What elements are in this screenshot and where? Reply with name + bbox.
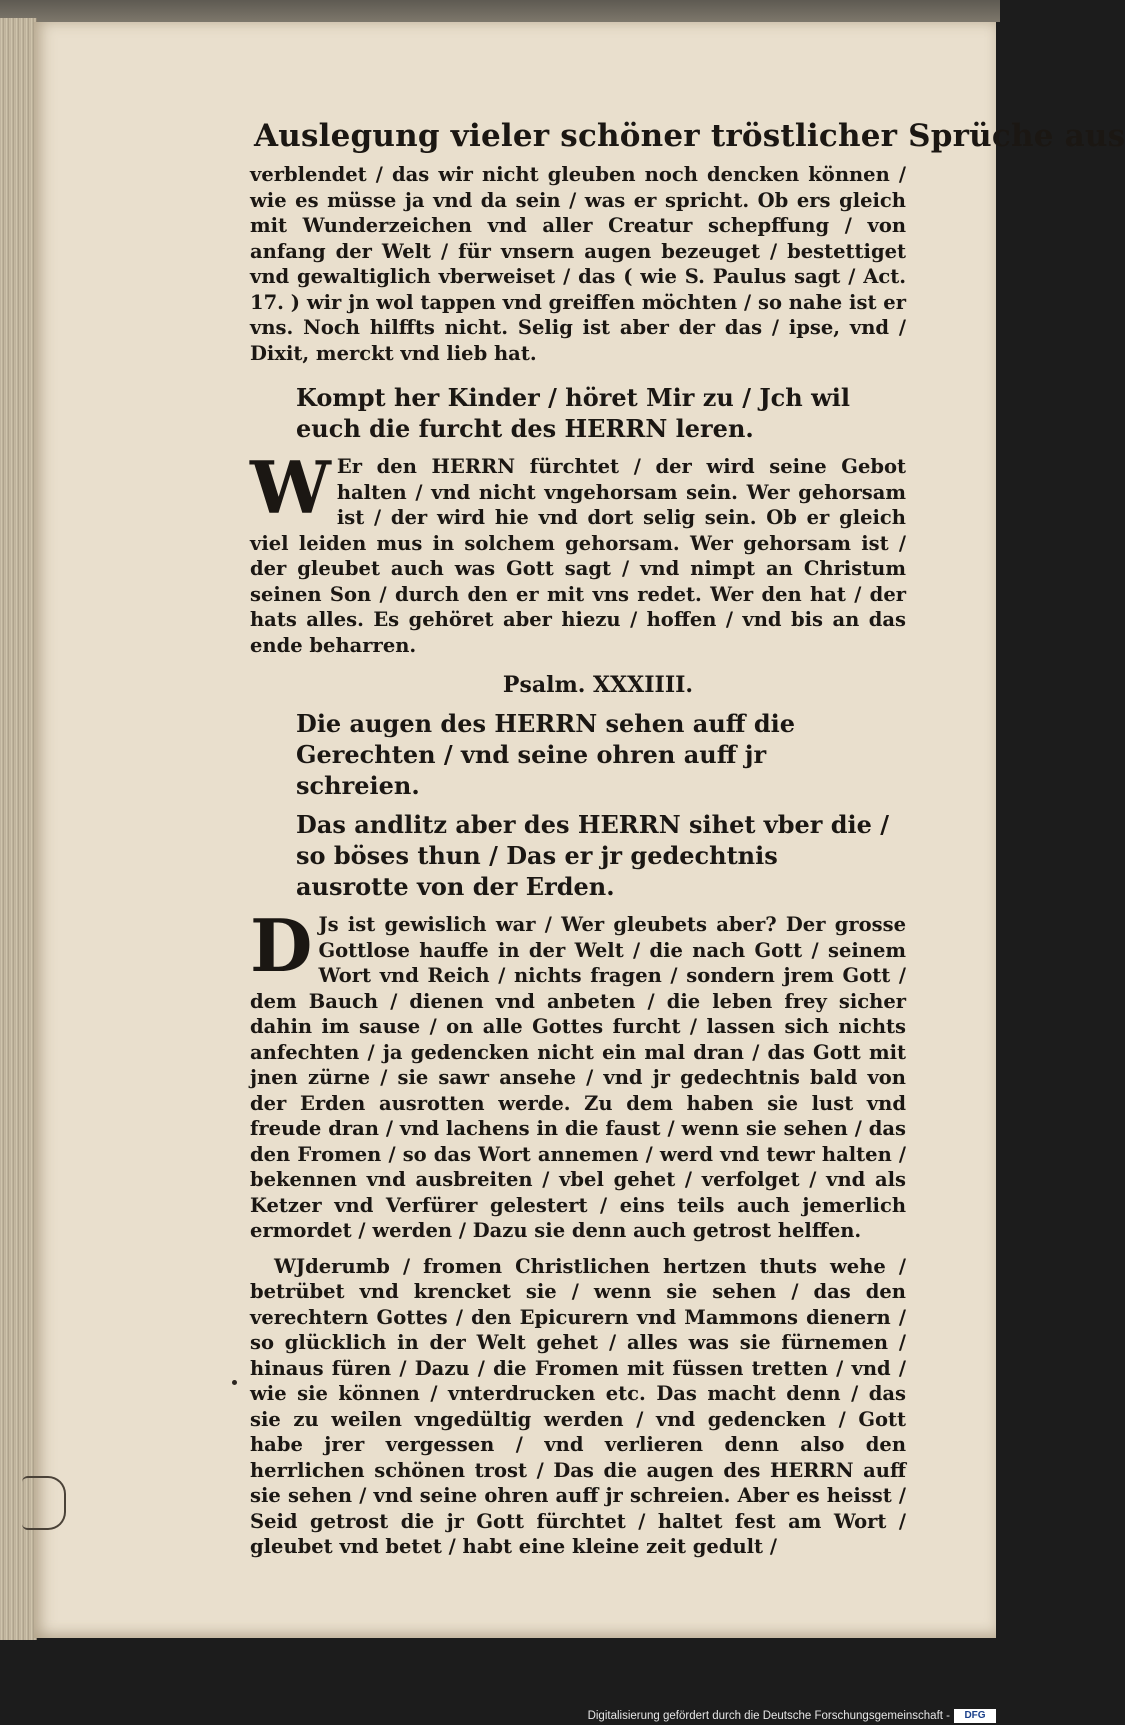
paragraph-3 — [250, 903, 906, 1244]
footer-credit: Digitalisierung gefördert durch die Deutsche Forschungsgemeinschaft - — [587, 1710, 950, 1722]
page-text — [218, 100, 1125, 1560]
verse-heading-3: Das andlitz aber des HERRN sihet vber die / so böses thun / Das er jr gedechtnis ausrotte von der Erden. — [296, 810, 890, 901]
verse-heading-1: Kompt her Kinder / höret Mir zu / Jch wil euch die furcht des HERRN leren. — [296, 383, 850, 443]
book-page-edges — [0, 18, 37, 1640]
footer-bar — [0, 1640, 1000, 1725]
verse-heading-2: Die augen des HERRN sehen auff die Gerechten / vnd seine ohren auff jr schreien. — [296, 709, 796, 800]
paragraph-2-text: Er den HERRN fürchtet / der wird seine Gebot halten / vnd nicht vngehorsam sein. Wer gehorsam ist / der wird hie vnd dort selig sein. Ob er gleich viel leiden mus in solchem gehorsam. Wer gehorsam ist / der gleubet auch was Gott sagt / vnd nimpt an Christum seinen Son / durch den er mit vns redet. Wer den hat / der hats alles. Es gehöret aber hiezu / hoffen / vnd bis an das ende beharren. — [250, 455, 906, 657]
paragraph-2 — [250, 445, 906, 658]
drop-initial-d: D — [250, 903, 313, 988]
paragraph-4: WJderumb / fromen Christlichen hertzen thuts wehe / betrübet vnd krencket sie / wenn sie sehen / das den verechtern Gottes / den Epicurern vnd Mammons dienern / so glücklich in der Welt gehet / alles was sie fürnemen / hinaus füren / Dazu / die Fromen mit füssen tretten / vnd / wie sie können / vnterdrucken etc. Das macht denn / das sie zu weilen vngedültig werden / vnd gedencken / Gott habe jrer vergessen / vnd verlieren denn also den herrlichen schönen trost / Das die augen des HERRN auff sie sehen / vnd seine ohren auff jr schreien. Aber es heisst / Seid getrost die jr Gott fürchtet / haltet fest am Wort / gleubet vnd betet / habt eine kleine zeit gedult / — [250, 1254, 906, 1558]
drop-initial-w: W — [250, 445, 331, 530]
running-head: Auslegung vieler schöner tröstlicher Sprüche aus — [254, 118, 1125, 154]
dfg-logo-icon: DFG — [954, 1709, 996, 1723]
paragraph-3-text: Js ist gewislich war / Wer gleubets aber? Der grosse Gottlose hauffe in der Welt / die nach Gott / seinem Wort vnd Reich / nichts fragen / sondern jrem Gott / dem Bauch / dienen vnd anbeten / die leben frey sicher dahin im sause / on alle Gottes furcht / lassen sich nichts anfechten / ja gedencken nicht ein mal dran / das Gott mit jnen zürne / sie sawr ansehe / vnd jr gedechtnis bald von der Erden ausrotten werde. Zu dem haben sie lust vnd freude dran / vnd lachens in die faust / wenn sie sehen / das den Fromen / so das Wort annemen / werd vnd tewr halten / bekennen vnd ausbreiten / vbel gehet / verfolget / vnd als Ketzer vnd Verfürer gelestert / eins teils auch jemerlich ermordet / werden / Dazu sie denn auch getrost helffen. — [250, 913, 906, 1242]
ink-dot — [232, 1380, 237, 1385]
page-clip-mark — [22, 1476, 66, 1530]
psalm-reference: Psalm. XXXIIII. — [502, 672, 694, 698]
paragraph-1: verblendet / das wir nicht gleuben noch dencken können / wie es müsse ja vnd da sein / was er spricht. Ob ers gleich mit Wunderzeichen vnd aller Creatur schepffung / von anfang der Welt / für vnsern augen bezeuget / bestettiget vnd gewaltiglich vberweiset / das ( wie S. Paulus sagt / Act. 17. ) wir jn wol tappen vnd greiffen möchten / so nahe ist er vns. Noch hilffts nicht. Selig ist aber der das / ipse, vnd / Dixit, merckt vnd lieb hat. — [250, 163, 906, 365]
book-top-edge — [0, 0, 1000, 22]
